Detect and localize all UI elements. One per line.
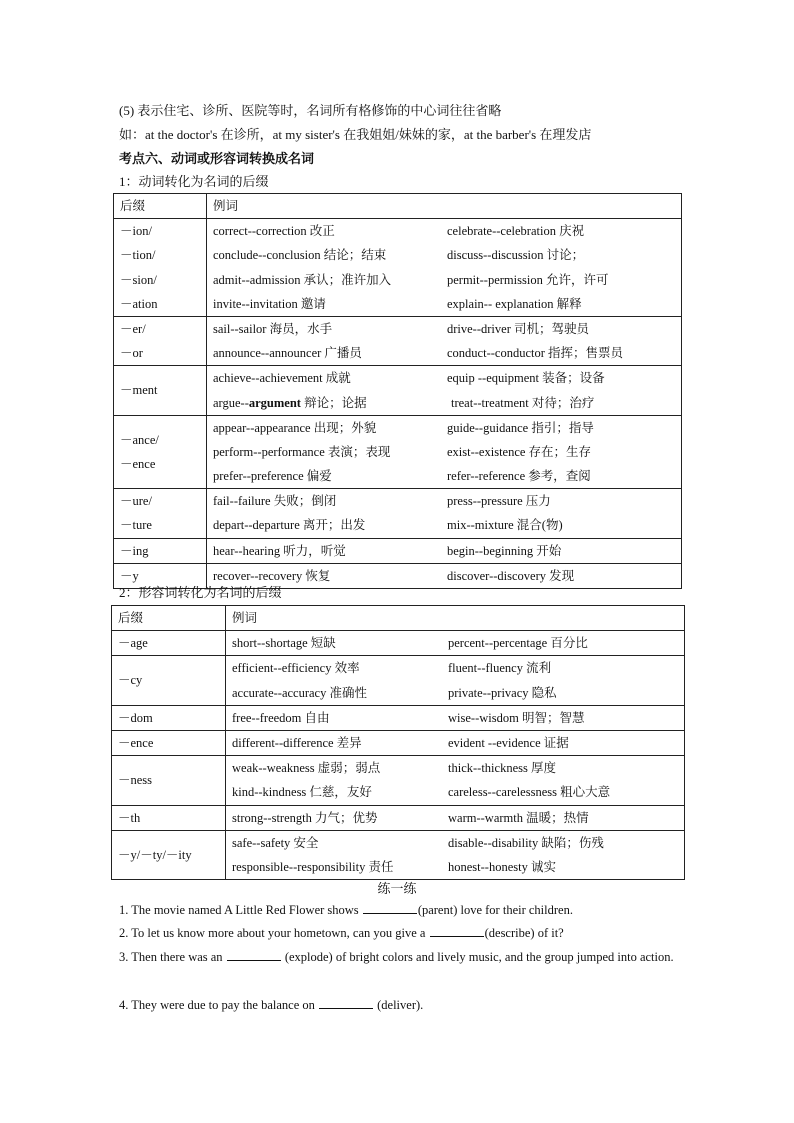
examples-cell [207, 366, 682, 415]
example-right: guide--guidance 指引；指导 [447, 420, 594, 435]
table-row [112, 805, 685, 830]
example-right: celebrate--celebration 庆祝 [447, 224, 585, 239]
q2-before: 2. To let us know more about your hometown, can you give a [119, 926, 429, 940]
header-examples: 例词 [226, 606, 685, 631]
suffix-cell: －th [112, 805, 226, 830]
example-line [213, 440, 681, 464]
table-row [114, 316, 682, 365]
example-right: fluent--fluency 流利 [448, 661, 552, 676]
example-right: warm--warmth 温暖；热情 [448, 810, 589, 825]
adj-suffix-title: 2：形容词转化为名词的后缀 [119, 585, 282, 600]
table-row [114, 415, 682, 489]
suffix-cell: －dom [112, 705, 226, 730]
suffix-label: －ation [120, 296, 158, 311]
example-left: strong--strength 力气；优势 [232, 810, 378, 825]
table-row [112, 705, 685, 730]
suffix-label: －y [120, 568, 139, 583]
suffix-cell: －y/－ty/－ity [112, 830, 226, 879]
example-line [213, 391, 681, 415]
q1-after: (parent) love for their children. [417, 903, 573, 917]
example-line [213, 489, 681, 513]
q4-before: 4. They were due to pay the balance on [119, 998, 318, 1012]
example-line [232, 656, 684, 680]
example-right: refer--reference 参考，查阅 [447, 469, 591, 484]
example-line [213, 219, 681, 243]
example-left: sail--sailor 海员，水手 [213, 321, 333, 336]
suffix-cell [114, 366, 207, 415]
examples-cell [207, 219, 682, 317]
example-left: perform--performance 表演；表现 [213, 444, 391, 459]
example-left: admit--admission 承认；准许加入 [213, 272, 392, 287]
example-left: short--shortage 短缺 [232, 636, 336, 651]
example-right: private--privacy 隐私 [448, 685, 557, 700]
suffix-cell [114, 219, 207, 317]
examples-cell [226, 756, 685, 805]
answer-blank[interactable] [319, 995, 373, 1009]
header-examples: 例词 [207, 194, 682, 219]
suffix-label: －er/ [120, 321, 146, 336]
verb-suffix-title: 1：动词转化为名词的后缀 [119, 174, 269, 189]
example-line [213, 268, 681, 292]
suffix-cell [114, 415, 207, 489]
example-left: safe--safety 安全 [232, 835, 319, 850]
example-left: fail--failure 失败；倒闭 [213, 494, 337, 509]
example-left: prefer--preference 偏爱 [213, 469, 332, 484]
example-left: depart--departure 离开；出发 [213, 518, 366, 533]
example-right: exist--existence 存在；生存 [447, 444, 592, 459]
suffix-label: －or [120, 346, 143, 361]
suffix-label: －ing [120, 543, 149, 558]
example-right: drive--driver 司机；驾驶员 [447, 321, 589, 336]
answer-blank[interactable] [430, 923, 484, 937]
adj-suffix-table [111, 605, 685, 880]
example-right: treat--treatment 对待；治疗 [451, 395, 595, 410]
example-line [213, 341, 681, 365]
suffix-label: －ture [120, 518, 152, 533]
table-row [114, 219, 682, 317]
example-line [232, 806, 684, 830]
table-row [114, 366, 682, 415]
example-line [232, 706, 684, 730]
example-line [213, 243, 681, 267]
table-row [112, 631, 685, 656]
example-line [213, 513, 681, 537]
example-line [213, 416, 681, 440]
header-suffix: 后缀 [112, 606, 226, 631]
verb-suffix-table [113, 193, 682, 589]
q3-before: 3. Then there was an [119, 950, 226, 964]
example-left: achieve--achievement 成就 [213, 371, 351, 386]
suffix-label: －ment [120, 383, 158, 398]
suffix-label: －ure/ [120, 494, 152, 509]
example-right: evident --evidence 证据 [448, 735, 569, 750]
example-left: accurate--accuracy 准确性 [232, 685, 367, 700]
examples-cell [226, 631, 685, 656]
rule-5-example: 如：at the doctor's 在诊所，at my sister's 在我姐姐/妹妹的家，at the barber's 在理发店 [119, 127, 592, 142]
bold-word: argument [248, 395, 301, 410]
example-left: appear--appearance 出现；外貌 [213, 420, 377, 435]
examples-cell [207, 415, 682, 489]
example-left: hear--hearing 听力，听觉 [213, 543, 346, 558]
example-line [232, 780, 684, 804]
example-right: disable--disability 缺陷；伤残 [448, 835, 604, 850]
example-prefix: argue-- [213, 395, 249, 410]
table-row [112, 656, 685, 705]
example-left [213, 391, 451, 415]
example-line [232, 855, 684, 879]
q2-after: (describe) of it? [484, 926, 564, 940]
example-left: invite--invitation 邀请 [213, 296, 326, 311]
examples-cell [226, 805, 685, 830]
suffix-label: －ance/ [120, 432, 159, 447]
example-right: conduct--conductor 指挥；售票员 [447, 346, 624, 361]
table-row [114, 538, 682, 563]
example-right: discover--discovery 发现 [447, 568, 575, 583]
example-left: different--difference 差异 [232, 735, 362, 750]
q1-before: 1. The movie named A Little Red Flower shows [119, 903, 362, 917]
example-right: mix--mixture 混合(物) [447, 518, 563, 533]
table-header-row [114, 194, 682, 219]
example-right: discuss--discussion 讨论； [447, 248, 585, 263]
question-2 [119, 922, 689, 946]
example-right: begin--beginning 开始 [447, 543, 562, 558]
rule-5: (5) 表示住宅、诊所、医院等时，名词所有格修饰的中心词往往省略 [119, 103, 502, 118]
suffix-label: －tion/ [120, 248, 156, 263]
examples-cell [207, 316, 682, 365]
example-line [213, 317, 681, 341]
example-left: efficient--efficiency 效率 [232, 661, 360, 676]
question-3 [119, 946, 689, 970]
suffix-cell: －ence [112, 730, 226, 755]
example-line [232, 731, 684, 755]
examples-cell [207, 538, 682, 563]
example-right: permit--permission 允许，许可 [447, 272, 609, 287]
q3-after: (explode) of bright colors and lively music, and the group jumped into action. [281, 950, 674, 964]
example-right: press--pressure 压力 [447, 494, 551, 509]
example-right: careless--carelessness 粗心大意 [448, 785, 611, 800]
example-right: thick--thickness 厚度 [448, 761, 556, 776]
suffix-cell [114, 489, 207, 538]
table-row [112, 756, 685, 805]
example-left: conclude--conclusion 结论；结束 [213, 248, 387, 263]
example-left: free--freedom 自由 [232, 710, 330, 725]
example-line [213, 292, 681, 316]
example-line [232, 681, 684, 705]
section-title: 考点六、动词或形容词转换成名词 [119, 151, 315, 166]
table-header-row [112, 606, 685, 631]
q4-after: (deliver). [374, 998, 424, 1012]
example-line [213, 366, 681, 390]
answer-blank[interactable] [363, 900, 417, 914]
table-row [114, 489, 682, 538]
example-line [232, 756, 684, 780]
example-line [213, 564, 681, 588]
example-right: honest--honesty 诚实 [448, 859, 556, 874]
example-left: correct--correction 改正 [213, 224, 335, 239]
example-line [213, 464, 681, 488]
examples-cell [226, 656, 685, 705]
suffix-label: －ence [120, 456, 156, 471]
example-right: equip --equipment 装备；设备 [447, 371, 605, 386]
example-left: announce--announcer 广播员 [213, 346, 362, 361]
example-left: responsible--responsibility 责任 [232, 859, 394, 874]
answer-blank[interactable] [227, 947, 281, 961]
suffix-label: －sion/ [120, 272, 157, 287]
question-1 [119, 899, 689, 923]
example-left: weak--weakness 虚弱；弱点 [232, 761, 381, 776]
example-line [232, 831, 684, 855]
example-right: wise--wisdom 明智；智慧 [448, 710, 585, 725]
examples-cell [226, 830, 685, 879]
examples-cell [226, 730, 685, 755]
header-suffix: 后缀 [114, 194, 207, 219]
suffix-cell [114, 316, 207, 365]
example-line [213, 539, 681, 563]
suffix-label: －ion/ [120, 224, 152, 239]
example-right: percent--percentage 百分比 [448, 636, 588, 651]
examples-cell [207, 489, 682, 538]
suffix-cell: －cy [112, 656, 226, 705]
question-4 [119, 994, 689, 1018]
example-left: kind--kindness 仁慈，友好 [232, 785, 372, 800]
suffix-cell: －age [112, 631, 226, 656]
table-row [112, 830, 685, 879]
suffix-cell: －ness [112, 756, 226, 805]
suffix-cell [114, 538, 207, 563]
example-meaning: 辩论；论据 [300, 395, 367, 410]
table-row [112, 730, 685, 755]
practice-title: 练一练 [377, 881, 417, 896]
example-right: explain-- explanation 解释 [447, 296, 582, 311]
examples-cell [226, 705, 685, 730]
example-line [232, 631, 684, 655]
example-left: recover--recovery 恢复 [213, 568, 331, 583]
